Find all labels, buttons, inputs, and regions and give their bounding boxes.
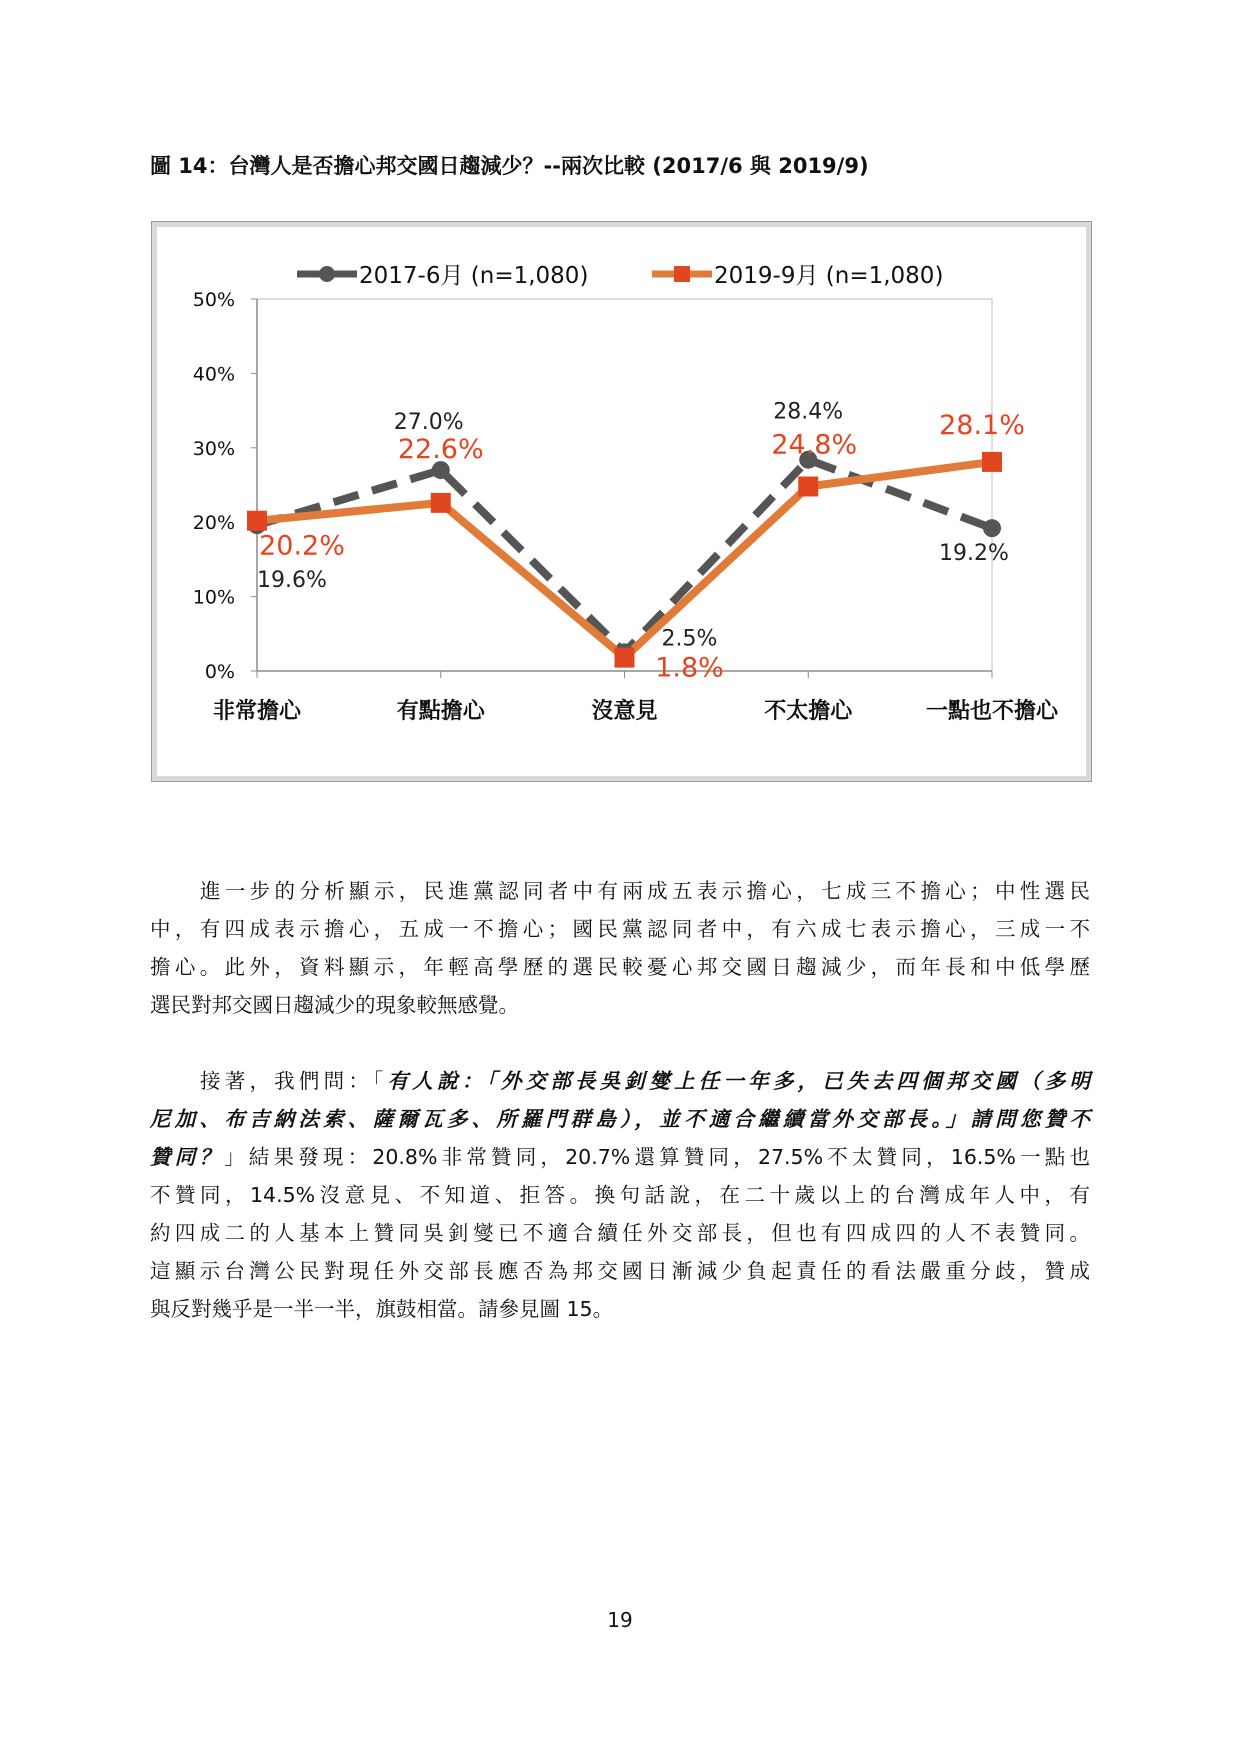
series-2019-point bbox=[798, 476, 818, 496]
data-label-2019: 28.1% bbox=[939, 409, 1025, 441]
paragraph-line: 選民對邦交國日趨減少的現象較無感覺。 bbox=[150, 993, 519, 1017]
series-2019-point bbox=[982, 452, 1002, 472]
paragraph-2 bbox=[150, 1062, 1090, 1328]
paragraph-line: 中，有四成表示擔心，五成一不擔心；國民黨認同者中，有六成七表示擔心，三成一不 bbox=[150, 917, 1090, 941]
data-label-2017: 19.6% bbox=[257, 568, 327, 594]
page-number: 19 bbox=[607, 1608, 633, 1632]
series-2019-point bbox=[431, 493, 451, 513]
paragraph-text: 接著，我們問：「 bbox=[200, 1069, 388, 1093]
paragraph-line: 不贊同，14.5%沒意見、不知道、拒答。換句話說，在二十歲以上的台灣成年人中，有 bbox=[150, 1183, 1090, 1207]
data-label-2019: 1.8% bbox=[655, 652, 724, 684]
survey-question: 贊同？ bbox=[150, 1145, 225, 1169]
line-chart bbox=[157, 227, 1086, 776]
figure-title: 圖 14：台灣人是否擔心邦交國日趨減少？--兩次比較 (2017/6 與 2019/9) bbox=[150, 154, 869, 178]
paragraph-line bbox=[150, 1100, 1090, 1138]
legend-2019-marker bbox=[674, 266, 690, 282]
chart-frame bbox=[151, 221, 1092, 782]
paragraph-line: 擔心。此外，資料顯示，年輕高學歷的選民較憂心邦交國日趨減少，而年長和中低學歷 bbox=[150, 955, 1090, 979]
legend-2017-label: 2017-6月 (n=1,080) bbox=[359, 263, 589, 289]
plot-area bbox=[257, 299, 992, 671]
paragraph-text: 」結果發現：20.8%非常贊同，20.7%還算贊同，27.5%不太贊同，16.5%一點也 bbox=[224, 1145, 1091, 1169]
y-tick-label: 40% bbox=[192, 363, 235, 386]
series-2019-point bbox=[615, 648, 635, 668]
series-2017-line bbox=[257, 460, 992, 653]
x-category-label: 有點擔心 bbox=[396, 699, 485, 724]
x-category-label: 非常擔心 bbox=[212, 699, 302, 724]
paragraph-line: 約四成二的人基本上贊同吳釗燮已不適合續任外交部長，但也有四成四的人不表贊同。 bbox=[150, 1221, 1090, 1245]
series-2019-line bbox=[257, 462, 992, 658]
survey-question: 有人說：「外交部長吳釗燮上任一年多，已失去四個邦交國（多明 bbox=[387, 1069, 1091, 1093]
x-category-label: 沒意見 bbox=[591, 699, 658, 724]
chart-area bbox=[157, 227, 1086, 776]
data-label-2017: 19.2% bbox=[939, 541, 1009, 567]
legend-2019-label: 2019-9月 (n=1,080) bbox=[714, 263, 944, 289]
survey-question: 尼加、布吉納法索、薩爾瓦多、所羅門群島），並不適合繼續當外交部長。」請問您贊不 bbox=[150, 1107, 1090, 1131]
series-2019-point bbox=[247, 511, 267, 531]
y-tick-label: 20% bbox=[192, 512, 235, 535]
data-label-2019: 20.2% bbox=[259, 530, 345, 562]
data-label-2019: 22.6% bbox=[397, 433, 484, 465]
paragraph-line bbox=[150, 1062, 1090, 1100]
data-label-2017: 27.0% bbox=[393, 410, 464, 436]
x-category-label: 不太擔心 bbox=[764, 699, 853, 724]
paragraph-1 bbox=[150, 872, 1090, 1024]
y-tick-label: 10% bbox=[192, 586, 235, 609]
y-tick-label: 30% bbox=[192, 437, 235, 460]
paragraph-line: 這顯示台灣公民對現任外交部長應否為邦交國日漸減少負起責任的看法嚴重分歧，贊成 bbox=[150, 1259, 1090, 1283]
paragraph-line: 進一步的分析顯示，民進黨認同者中有兩成五表示擔心，七成三不擔心；中性選民 bbox=[200, 879, 1090, 903]
data-label-2017: 2.5% bbox=[661, 626, 718, 652]
y-tick-label: 50% bbox=[192, 289, 235, 311]
data-label-2019: 24.8% bbox=[771, 429, 858, 461]
paragraph-line bbox=[150, 1138, 1090, 1176]
paragraph-line: 與反對幾乎是一半一半，旗鼓相當。請參見圖 15。 bbox=[150, 1297, 614, 1321]
data-label-2017: 28.4% bbox=[773, 399, 844, 425]
legend-2017-marker bbox=[319, 266, 335, 282]
series-2017-point bbox=[983, 519, 1001, 537]
y-tick-label: 0% bbox=[204, 661, 235, 683]
x-category-label: 一點也不擔心 bbox=[925, 699, 1059, 724]
